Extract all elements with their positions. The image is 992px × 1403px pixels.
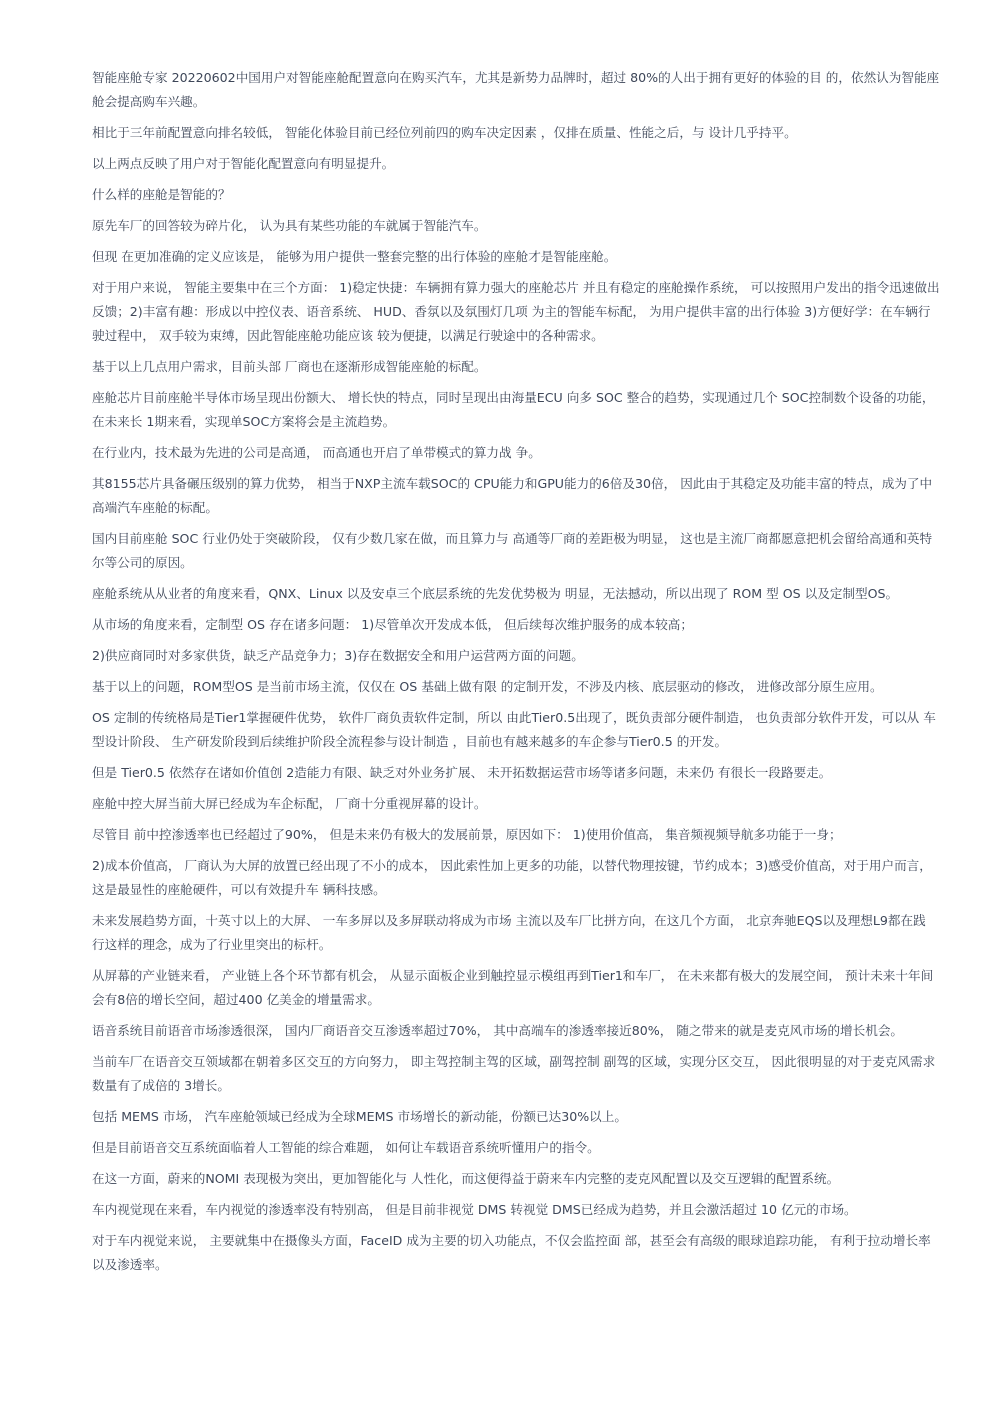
paragraph: 但现 在更加准确的定义应该是， 能够为用户提供一整套完整的出行体验的座舱才是智能座舱。 — [92, 249, 617, 264]
paragraph: 在行业内，技术最为先进的公司是高通， 而高通也开启了单带模式的算力战 争。 — [92, 445, 541, 460]
paragraph: 国内目前座舱 SOC 行业仍处于突破阶段， 仅有少数几家在做，而且算力与 高通等厂商的差距极为明显， 这也是主流厂商都愿意把机会留给高通和英特 尔等公司的原因。 — [92, 531, 933, 570]
paragraph: 2)成本价值高， 厂商认为大屏的放置已经出现了不小的成本， 因此索性加上更多的功能，以替代物理按键，节约成本；3)感受价值高，对于用户而言， 这是最显性的座舱硬件，可以有效提升车 辆科技感。 — [92, 858, 932, 897]
paragraph: 对于用户来说， 智能主要集中在三个方面： 1)稳定快捷：车辆拥有算力强大的座舱芯片 并且有稳定的座舱操作系统， 可以按照用户发出的指令迅速做出反馈；2)丰富有趣：形成以中控仪表、语音系统、 HUD、香氛以及氛围灯几项 为主的智能车标配， 为用户提供丰富的出行体验 3)方便好学：在车辆行驶过程中， 双手较为束缚，因此智能座舱功能应该 较为便捷，以满足行驶途中的各种需求。 — [92, 280, 940, 343]
paragraph: 尽管目 前中控渗透率也已经超过了90%， 但是未来仍有极大的发展前景，原因如下： 1)使用价值高， 集音频视频导航多功能于一身； — [92, 827, 842, 842]
paragraph: 在这一方面，蔚来的NOMI 表现极为突出，更加智能化与 人性化，而这便得益于蔚来车内完整的麦克风配置以及交互逻辑的配置系统。 — [92, 1171, 840, 1186]
paragraph: 对于车内视觉来说， 主要就集中在摄像头方面，FaceID 成为主要的切入功能点，不仅会监控面 部，甚至会有高级的眼球追踪功能， 有利于拉动增长率以及渗透率。 — [92, 1233, 931, 1272]
paragraph: 从市场的角度来看，定制型 OS 存在诸多问题： 1)尽管单次开发成本低， 但后续每次维护服务的成本较高； — [92, 617, 693, 632]
paragraph: OS 定制的传统格局是Tier1掌握硬件优势， 软件厂商负责软件定制，所以 由此Tier0.5出现了，既负责部分硬件制造， 也负责部分软件开发，可以从 车型设计阶段、 生产研发阶段到后续维护阶段全流程参与设计制造 ，目前也有越来越多的车企参与Tier0.5 的开发。 — [92, 710, 936, 749]
document-body — [92, 66, 942, 1284]
paragraph: 原先车厂的回答较为碎片化， 认为具有某些功能的车就属于智能汽车。 — [92, 218, 487, 233]
paragraph: 基于以上的问题，ROM型OS 是当前市场主流，仅仅在 OS 基础上做有限 的定制开发，不涉及内核、底层驱动的修改， 进修改部分原生应用。 — [92, 679, 883, 694]
paragraph: 以上两点反映了用户对于智能化配置意向有明显提升。 — [92, 156, 395, 171]
paragraph: 2)供应商同时对多家供货，缺乏产品竞争力；3)存在数据安全和用户运营两方面的问题。 — [92, 648, 584, 663]
paragraph: 包括 MEMS 市场， 汽车座舱领域已经成为全球MEMS 市场增长的新动能，份额已达30%以上。 — [92, 1109, 627, 1124]
paragraph: 座舱中控大屏当前大屏已经成为车企标配， 厂商十分重视屏幕的设计。 — [92, 796, 487, 811]
paragraph: 车内视觉现在来看，车内视觉的渗透率没有特别高， 但是目前非视觉 DMS 转视觉 DMS已经成为趋势，并且会激活超过 10 亿元的市场。 — [92, 1202, 857, 1217]
paragraph: 座舱系统从从业者的角度来看，QNX、Linux 以及安卓三个底层系统的先发优势极为 明显，无法撼动，所以出现了 ROM 型 OS 以及定制型OS。 — [92, 586, 899, 601]
paragraph: 基于以上几点用户需求，目前头部 厂商也在逐渐形成智能座舱的标配。 — [92, 359, 487, 374]
paragraph: 相比于三年前配置意向排名较低， 智能化体验目前已经位列前四的购车决定因素 ，仅排在质量、性能之后，与 设计几乎持平。 — [92, 125, 797, 140]
paragraph: 但是 Tier0.5 依然存在诸如价值创 2造能力有限、缺乏对外业务扩展、 未开拓数据运营市场等诸多问题，未来仍 有很长一段路要走。 — [92, 765, 832, 780]
paragraph: 当前车厂在语音交互领域都在朝着多区交互的方向努力， 即主驾控制主驾的区域，副驾控制 副驾的区域，实现分区交互， 因此很明显的对于麦克风需求数量有了成倍的 3增长。 — [92, 1054, 936, 1093]
paragraph: 从屏幕的产业链来看， 产业链上各个环节都有机会， 从显示面板企业到触控显示模组再到Tier1和车厂， 在未来都有极大的发展空间， 预计未来十年间会有8倍的增长空间，超过400 亿美金的增量需求。 — [92, 968, 934, 1007]
paragraph: 未来发展趋势方面，十英寸以上的大屏、 一车多屏以及多屏联动将成为市场 主流以及车厂比拼方向，在这几个方面， 北京奔驰EQS以及理想L9都在践 行这样的理念，成为了行业里突出的标杆。 — [92, 913, 926, 952]
paragraph: 座舱芯片目前座舱半导体市场呈现出份额大、 增长快的特点，同时呈现出由海量ECU 向多 SOC 整合的趋势，实现通过几个 SOC控制数个设备的功能，在未来长 1期来看，实现单SOC方案将会是主流趋势。 — [92, 390, 935, 429]
paragraph: 语音系统目前语音市场渗透很深， 国内厂商语音交互渗透率超过70%， 其中高端车的渗透率接近80%， 随之带来的就是麦克风市场的增长机会。 — [92, 1023, 904, 1038]
paragraph: 但是目前语音交互系统面临着人工智能的综合难题， 如何让车载语音系统听懂用户的指令。 — [92, 1140, 600, 1155]
paragraph: 其8155芯片具备碾压级别的算力优势， 相当于NXP主流车载SOC的 CPU能力和GPU能力的6倍及30倍， 因此由于其稳定及功能丰富的特点，成为了中高端汽车座舱的标配。 — [92, 476, 933, 515]
paragraph: 智能座舱专家 20220602中国用户对智能座舱配置意向在购买汽车，尤其是新势力品牌时，超过 80%的人出于拥有更好的体验的目 的，依然认为智能座舱会提高购车兴趣。 — [92, 70, 940, 109]
section-question: 什么样的座舱是智能的？ — [92, 187, 231, 202]
